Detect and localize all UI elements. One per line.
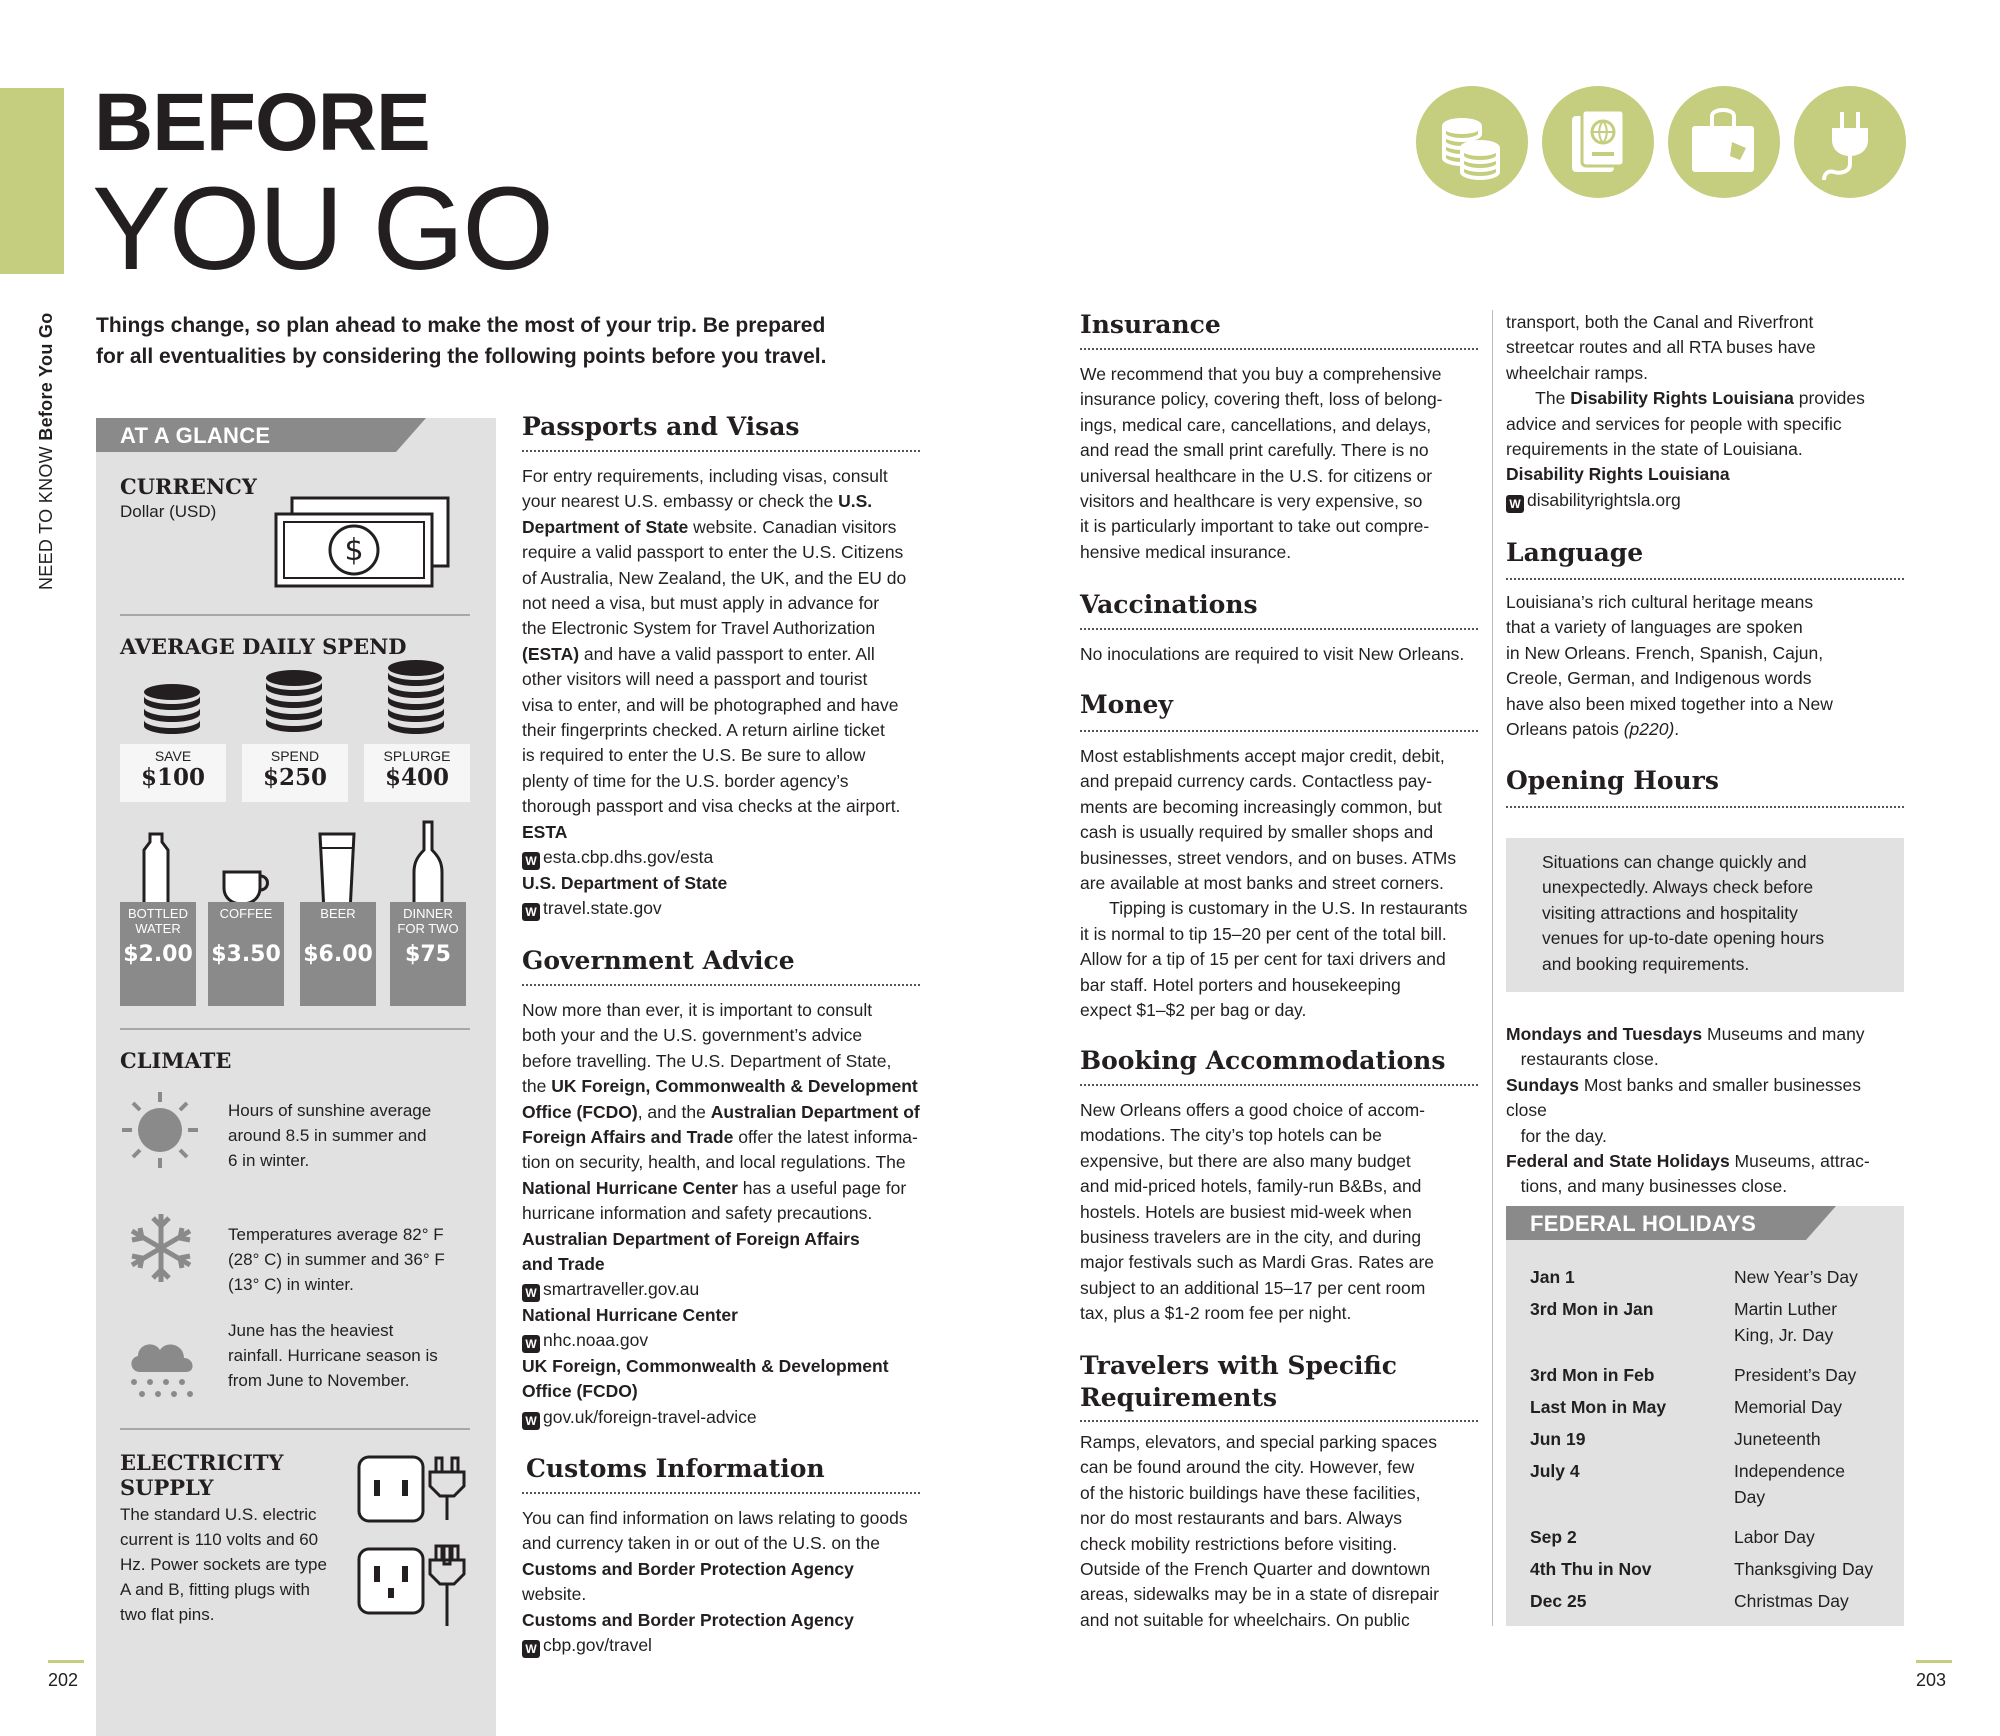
text-line: hostels. Hotels are busiest mid-week when <box>1080 1201 1412 1222</box>
text-line: and prepaid currency cards. Contactless pay- <box>1080 771 1433 792</box>
coins-icon <box>1416 86 1528 198</box>
travelers-body <box>1080 1430 1480 1633</box>
text-line: both your and the U.S. government’s advice <box>522 1025 863 1046</box>
website-icon: W <box>1506 495 1524 513</box>
heading-rule <box>522 984 920 986</box>
holiday-date: 4th Thu in Nov <box>1530 1559 1652 1579</box>
holiday-name: Memorial Day <box>1734 1397 1842 1417</box>
running-header-prefix: NEED TO KNOW <box>36 440 56 590</box>
passport-icon <box>1542 86 1654 198</box>
text-line: Federal and State Holidays Museums, attrac- <box>1506 1151 1870 1172</box>
insurance-heading: Insurance <box>1080 310 1221 339</box>
text-line: New Orleans offers a good choice of accom- <box>1080 1100 1425 1120</box>
page-number-rule <box>48 1660 84 1663</box>
holiday-name: New Year’s Day <box>1734 1267 1858 1287</box>
link-name: Office (FCDO) <box>522 1381 638 1402</box>
government-heading: Government Advice <box>522 946 795 975</box>
holiday-name: Christmas Day <box>1734 1591 1849 1611</box>
electricity-label-line: ELECTRICITY <box>120 1450 284 1475</box>
running-header <box>36 260 66 590</box>
at-a-glance-title: AT A GLANCE <box>120 423 271 448</box>
text-line: are available at most banks and street corners. <box>1080 873 1444 894</box>
divider <box>120 1028 470 1030</box>
link-url[interactable]: W travel.state.gov <box>522 896 922 921</box>
intro-line: Things change, so plan ahead to make the most of your trip. Be prepared <box>96 314 826 337</box>
cost-beer <box>300 902 376 1006</box>
text-line: restaurants close. <box>1506 1049 1659 1070</box>
text-line: Orleans patois (p220). <box>1506 719 1680 740</box>
federal-holidays-header <box>1506 1206 1836 1240</box>
text-line: it is normal to tip 15–20 per cent of the total bill. <box>1080 923 1447 944</box>
text-line: Mondays and Tuesdays Museums and many <box>1506 1024 1865 1044</box>
text-line: and read the small print carefully. There is no <box>1080 440 1429 461</box>
link-url[interactable]: W nhc.noaa.gov <box>522 1328 922 1353</box>
text-line: National Hurricane Center has a useful page for <box>522 1177 907 1198</box>
passports-heading: Passports and Visas <box>522 412 800 441</box>
banknote-icon <box>272 494 452 592</box>
booking-body <box>1080 1098 1480 1327</box>
link-name: Customs and Border Protection Agency <box>522 1609 854 1630</box>
text-line: cash is usually required by smaller shops and <box>1080 822 1434 843</box>
holiday-name: Independence Day <box>1734 1461 1845 1507</box>
cost-value: $2.00 <box>123 942 193 967</box>
text-line: Sundays Most banks and smaller businesses close <box>1506 1074 1862 1121</box>
government-body <box>522 998 922 1430</box>
text-line: transport, both the Canal and Riverfront <box>1506 312 1814 332</box>
link-url[interactable]: W cbp.gov/travel <box>522 1633 922 1658</box>
spend-mid <box>242 744 348 802</box>
intro-line: for all eventualities by considering the following points before you travel. <box>96 345 827 368</box>
divider <box>120 1428 470 1430</box>
text-line: major festivals such as Mardi Gras. Rates are <box>1080 1252 1435 1273</box>
text-line: your nearest U.S. embassy or check the U.S. <box>522 491 873 512</box>
text-line: nor do most restaurants and bars. Always <box>1080 1508 1402 1529</box>
website-icon: W <box>522 1284 540 1302</box>
cost-dinner <box>390 902 466 1006</box>
travelers-heading <box>1080 1350 1397 1414</box>
holiday-date: Jan 1 <box>1530 1267 1575 1287</box>
cost-label <box>390 902 466 934</box>
text-line: insurance policy, covering theft, loss of belong- <box>1080 389 1443 410</box>
spend-value: $400 <box>384 764 449 791</box>
cost-value: $6.00 <box>303 942 373 967</box>
link-url[interactable]: disabilityrightsla.org <box>1527 490 1681 510</box>
cost-water <box>120 902 196 1006</box>
climate-temperature <box>228 1222 445 1297</box>
text-line: and currency taken in or out of the U.S. on the <box>522 1533 880 1554</box>
text-line: No inoculations are required to visit New Orleans. <box>1080 644 1465 664</box>
text-line: plenty of time for the U.S. border agency’s <box>522 770 849 791</box>
text-line: that a variety of languages are spoken <box>1506 617 1803 638</box>
cost-label-line: FOR TWO <box>397 921 459 936</box>
cost-label-line: DINNER <box>403 906 453 921</box>
holiday-name: Thanksgiving Day <box>1734 1559 1874 1579</box>
text-line: and mid-priced hotels, family-run B&Bs, and <box>1080 1176 1422 1197</box>
text-line: areas, sidewalks may be in a state of disrepair <box>1080 1584 1439 1605</box>
climate-line: (28° C) in summer and 36° F <box>228 1250 445 1269</box>
money-heading: Money <box>1080 690 1173 719</box>
climate-line: (13° C) in winter. <box>228 1275 354 1294</box>
link-name: U.S. Department of State <box>522 872 728 893</box>
text-line: their fingerprints checked. A return airline ticket <box>522 720 885 741</box>
electricity-line: A and B, fitting plugs with <box>120 1580 310 1599</box>
cost-value: $3.50 <box>211 942 281 967</box>
language-body <box>1506 590 1906 742</box>
text-line: require a valid passport to enter the U.S. Citizens <box>522 542 904 563</box>
text-line: have also been mixed together into a New <box>1506 693 1833 714</box>
heading-rule <box>1080 1084 1478 1086</box>
plug-icon <box>1794 86 1906 198</box>
intro-paragraph <box>96 310 916 372</box>
text-line: business travelers are in the city, and during <box>1080 1227 1422 1248</box>
text-line: Office (FCDO), and the Australian Department of <box>522 1101 920 1122</box>
text-line: hurricane information and safety precautions. <box>522 1203 873 1224</box>
rain-cloud-icon <box>124 1324 204 1404</box>
text-line: subject to an additional 15–17 per cent room <box>1080 1277 1426 1298</box>
text-line: For entry requirements, including visas, consult <box>522 466 888 486</box>
text-line: of the historic buildings have these facilities, <box>1080 1482 1421 1503</box>
text-line: advice and services for people with specific <box>1506 413 1842 434</box>
page-number-rule <box>1916 1660 1952 1663</box>
opening-items <box>1506 1022 1906 1200</box>
holiday-date: 3rd Mon in Feb <box>1530 1365 1655 1385</box>
climate-line: Hours of sunshine average <box>228 1101 432 1120</box>
electricity-line: The standard U.S. electric <box>120 1505 317 1524</box>
text-line: streetcar routes and all RTA buses have <box>1506 337 1816 358</box>
customs-heading: Customs Information <box>526 1454 825 1483</box>
spend-label: SAVE <box>154 748 192 764</box>
text-line: the UK Foreign, Commonwealth & Development <box>522 1076 918 1097</box>
holiday-date: Jun 19 <box>1530 1429 1586 1449</box>
text-line: requirements in the state of Louisiana. <box>1506 439 1803 460</box>
text-line: modations. The city’s top hotels can be <box>1080 1125 1382 1146</box>
text-line: Outside of the French Quarter and downtown <box>1080 1559 1431 1580</box>
text-line: businesses, street vendors, and on buses. ATMs <box>1080 847 1457 868</box>
coin-stack-icon <box>264 670 324 742</box>
page-number-right: 203 <box>1916 1670 1947 1690</box>
text-line: ments are becoming increasingly common, but <box>1080 796 1442 817</box>
accessibility-link[interactable] <box>1506 488 1681 513</box>
at-a-glance-header <box>96 418 426 452</box>
text-line: Customs and Border Protection Agency website. <box>522 1558 854 1605</box>
heading-rule <box>1506 578 1904 580</box>
vaccinations-body <box>1080 642 1480 667</box>
text-line: visa to enter, and will be photographed and have <box>522 694 899 715</box>
cost-label <box>120 902 196 934</box>
text-line: Department of State website. Canadian visitors <box>522 516 897 537</box>
text-line: expect $1–$2 per bag or day. <box>1080 1000 1307 1021</box>
money-body <box>1080 744 1480 1023</box>
climate-line: from June to November. <box>228 1371 410 1390</box>
divider <box>120 614 470 616</box>
svg-text:$: $ <box>344 533 364 568</box>
link-url[interactable]: W gov.uk/foreign-travel-advice <box>522 1405 922 1430</box>
text-line: in New Orleans. French, Spanish, Cajun, <box>1506 642 1824 663</box>
text-line: ings, medical care, cancellations, and delays, <box>1080 414 1432 435</box>
cost-coffee <box>208 902 284 1006</box>
text-line: (ESTA) and have a valid passport to enter. All <box>522 643 875 664</box>
holiday-name: President’s Day <box>1734 1365 1857 1385</box>
holiday-date: Last Mon in May <box>1530 1397 1667 1417</box>
link-name: ESTA <box>522 821 568 842</box>
holiday-date: 3rd Mon in Jan <box>1530 1299 1654 1319</box>
text-line: check mobility restrictions before visiting. <box>1080 1533 1398 1554</box>
sun-icon <box>120 1090 200 1170</box>
column-divider <box>1492 310 1493 1626</box>
text-line: the Electronic System for Travel Authorization <box>522 618 876 639</box>
heading-rule <box>1080 730 1478 732</box>
customs-body <box>522 1506 922 1658</box>
running-header-section: Before You Go <box>36 312 56 441</box>
link-name: and Trade <box>522 1254 605 1275</box>
text-line: not need a visa, but must apply in advance for <box>522 593 880 614</box>
text-line: unexpectedly. Always check before <box>1542 877 1814 898</box>
accessibility-link-name <box>1506 462 1730 487</box>
text-line: universal healthcare in the U.S. for citizens or <box>1080 465 1433 486</box>
link-url[interactable]: W esta.cbp.dhs.gov/esta <box>522 845 922 870</box>
link-name: UK Foreign, Commonwealth & Development <box>522 1355 889 1376</box>
text-line: can be found around the city. However, few <box>1080 1457 1415 1478</box>
text-line: hensive medical insurance. <box>1080 541 1292 562</box>
text-line: tax, plus a $1-2 room fee per night. <box>1080 1303 1352 1324</box>
coin-stack-icon <box>142 684 202 742</box>
text-line: visitors and healthcare is very expensive, so <box>1080 491 1423 512</box>
cost-label <box>208 902 284 934</box>
text-line: Tipping is customary in the U.S. In restaurants <box>1080 898 1468 919</box>
climate-line: around 8.5 in summer and <box>228 1126 427 1145</box>
heading-rule <box>522 450 920 452</box>
text-line: and booking requirements. <box>1542 953 1750 974</box>
text-line: for the day. <box>1506 1125 1607 1146</box>
heading-rule <box>1080 1420 1478 1422</box>
shopping-bag-icon <box>1668 86 1780 198</box>
cost-label-line: BOTTLED <box>128 906 188 921</box>
cost-label-line: BEER <box>320 906 356 921</box>
electricity-line: two flat pins. <box>120 1605 215 1624</box>
currency-label: CURRENCY <box>120 474 257 499</box>
accessibility-body <box>1506 310 1906 462</box>
website-icon: W <box>522 1335 540 1353</box>
text-line: The Disability Rights Louisiana provides <box>1506 388 1865 409</box>
insurance-body <box>1080 362 1480 565</box>
link-name: Disability Rights Louisiana <box>1506 464 1730 484</box>
heading-rule <box>1080 628 1478 630</box>
climate-sunshine <box>228 1098 431 1173</box>
text-line: bar staff. Hotel porters and housekeeping <box>1080 974 1401 995</box>
page-number-left: 202 <box>48 1670 79 1690</box>
text-line: it is particularly important to take out compre- <box>1080 516 1430 537</box>
text-line: venues for up-to-date opening hours <box>1542 928 1825 949</box>
language-heading: Language <box>1506 538 1644 567</box>
climate-line: June has the heaviest <box>228 1321 394 1340</box>
text-line: before travelling. The U.S. Department of State, <box>522 1050 892 1071</box>
text-line: Situations can change quickly and <box>1542 852 1807 872</box>
passports-body <box>522 464 922 921</box>
heading-rule <box>1080 348 1478 350</box>
electricity-text <box>120 1502 327 1627</box>
heading-rule <box>522 1492 920 1494</box>
opening-heading: Opening Hours <box>1506 766 1719 795</box>
coin-stack-icon <box>386 660 446 744</box>
link-url[interactable]: W smartraveller.gov.au <box>522 1277 922 1302</box>
text-line: is required to enter the U.S. Be sure to allow <box>522 745 866 766</box>
text-line: tion on security, health, and local regulations. The <box>522 1152 906 1173</box>
climate-line: rainfall. Hurricane season is <box>228 1346 438 1365</box>
section-color-tab <box>0 88 64 274</box>
climate-line: Temperatures average 82° F <box>228 1225 444 1244</box>
spend-value: $250 <box>262 764 327 791</box>
text-line: other visitors will need a passport and tourist <box>522 669 868 690</box>
spend-save <box>120 744 226 802</box>
climate-line: 6 in winter. <box>228 1151 310 1170</box>
electricity-line: current is 110 volts and 60 <box>120 1530 319 1549</box>
text-line: of Australia, New Zealand, the UK, and the EU do <box>522 567 907 588</box>
snowflake-icon <box>126 1210 196 1286</box>
holiday-date: July 4 <box>1530 1461 1580 1481</box>
cost-value: $75 <box>405 942 451 967</box>
text-line: tions, and many businesses close. <box>1506 1176 1788 1197</box>
spend-value: $100 <box>140 764 205 791</box>
cost-label <box>300 902 376 934</box>
climate-label: CLIMATE <box>120 1048 232 1073</box>
electricity-label-line: SUPPLY <box>120 1475 214 1500</box>
text-line: thorough passport and visa checks at the airport. <box>522 796 901 817</box>
holiday-name: Martin Luther King, Jr. Day <box>1734 1299 1838 1345</box>
text-line: and not suitable for wheelchairs. On public <box>1080 1609 1410 1630</box>
page-title-line1: BEFORE <box>94 77 430 168</box>
booking-heading: Booking Accommodations <box>1080 1046 1446 1075</box>
spend-label: SPLURGE <box>383 748 451 764</box>
text-line: Creole, German, and Indigenous words <box>1506 668 1812 689</box>
text-line: visiting attractions and hospitality <box>1542 902 1798 923</box>
holiday-date: Dec 25 <box>1530 1591 1587 1611</box>
holiday-date: Sep 2 <box>1530 1527 1577 1547</box>
page-title-line2: YOU GO <box>92 163 553 295</box>
website-icon: W <box>522 903 540 921</box>
power-socket-icon <box>356 1454 476 1630</box>
cost-label-line: COFFEE <box>219 906 273 921</box>
text-line: We recommend that you buy a comprehensive <box>1080 364 1442 384</box>
link-name: National Hurricane Center <box>522 1304 738 1325</box>
text-line: Ramps, elevators, and special parking spaces <box>1080 1432 1437 1452</box>
text-line: Now more than ever, it is important to consult <box>522 1000 873 1020</box>
daily-spend-label: AVERAGE DAILY SPEND <box>120 634 407 659</box>
website-icon: W <box>522 852 540 870</box>
wine-bottle-icon <box>412 820 444 914</box>
vaccinations-heading: Vaccinations <box>1080 590 1258 619</box>
travelers-heading-line: Travelers with Specific <box>1080 1351 1397 1380</box>
text-line: Allow for a tip of 15 per cent for taxi drivers and <box>1080 949 1446 970</box>
website-icon: W <box>522 1640 540 1658</box>
travelers-heading-line: Requirements <box>1080 1383 1278 1412</box>
holiday-name: Juneteenth <box>1734 1429 1821 1449</box>
spend-splurge <box>364 744 470 802</box>
heading-rule <box>1506 806 1904 808</box>
text-line: Louisiana’s rich cultural heritage means <box>1506 592 1814 612</box>
climate-rainfall <box>228 1318 438 1393</box>
currency-value: Dollar (USD) <box>120 502 217 521</box>
spend-label: SPEND <box>270 748 320 764</box>
electricity-label <box>120 1450 284 1500</box>
electricity-line: Hz. Power sockets are type <box>120 1555 327 1574</box>
text-line: expensive, but there are also many budget <box>1080 1150 1411 1171</box>
text-line: wheelchair ramps. <box>1506 362 1648 383</box>
text-line: You can find information on laws relating to goods <box>522 1508 908 1528</box>
notice-text <box>1542 850 1882 977</box>
text-line: Most establishments accept major credit, debit, <box>1080 746 1445 766</box>
cost-label-line: WATER <box>135 921 181 936</box>
holiday-name: Labor Day <box>1734 1527 1815 1547</box>
federal-holidays-title: FEDERAL HOLIDAYS <box>1530 1211 1757 1236</box>
text-line: Foreign Affairs and Trade offer the latest informa- <box>522 1127 918 1148</box>
website-icon: W <box>522 1412 540 1430</box>
link-name: Australian Department of Foreign Affairs <box>522 1228 860 1249</box>
